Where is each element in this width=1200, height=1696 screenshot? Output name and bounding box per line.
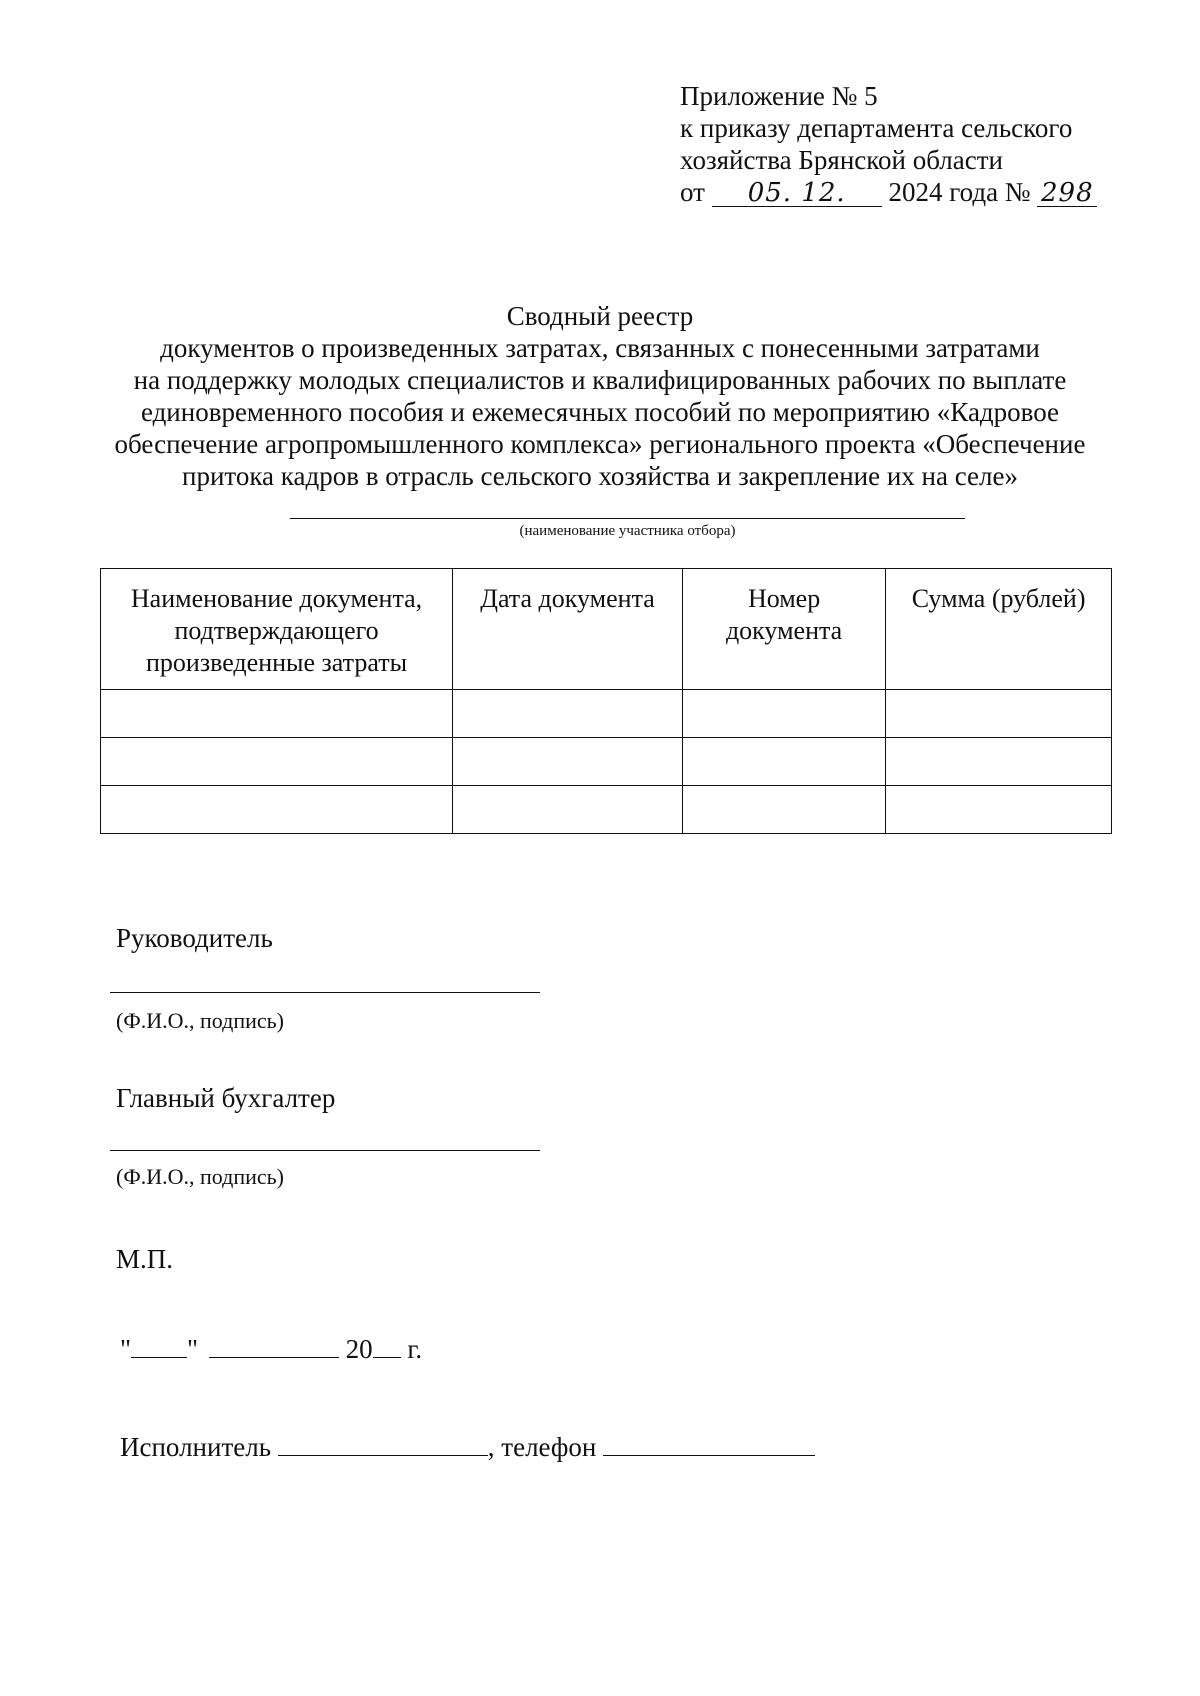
table-cell[interactable] xyxy=(682,738,885,786)
stamp-label: М.П. xyxy=(116,1244,174,1274)
table-row xyxy=(101,786,1112,834)
header-document-date: Дата документа xyxy=(453,569,683,690)
appendix-date-line xyxy=(680,176,1097,208)
table-cell[interactable] xyxy=(682,786,885,834)
accountant-signature-line[interactable] xyxy=(110,1150,540,1151)
title-line-1: Сводный реестр xyxy=(506,301,694,331)
accountant-label: Главный бухгалтер xyxy=(116,1083,336,1113)
table-cell[interactable] xyxy=(682,690,885,738)
title-line-4: единовременного пособия и ежемесячных пособий по мероприятию «Кадровое xyxy=(140,397,1060,427)
phone-label: , телефон xyxy=(487,1432,597,1462)
quote-close: " xyxy=(187,1334,199,1364)
head-label: Руководитель xyxy=(116,923,273,953)
table-cell[interactable] xyxy=(453,690,683,738)
table-cell[interactable] xyxy=(886,786,1112,834)
table-cell[interactable] xyxy=(101,690,453,738)
appendix-department-line: хозяйства Брянской области xyxy=(680,145,1003,175)
executor-name-blank[interactable] xyxy=(278,1433,488,1456)
table-cell[interactable] xyxy=(101,786,453,834)
appendix-title: Приложение № 5 xyxy=(680,81,878,111)
registry-table xyxy=(100,568,1112,834)
title-line-2: документов о произведенных затратах, связанных с понесенными затратами xyxy=(160,333,1040,363)
title-line-3: на поддержку молодых специалистов и квалифицированных рабочих по выплате xyxy=(133,365,1067,395)
participant-hint: (наименование участника отбора) xyxy=(519,523,736,539)
header-amount: Сумма (рублей) xyxy=(886,569,1112,690)
signing-date-line xyxy=(120,1334,422,1365)
executor-label: Исполнитель xyxy=(120,1432,272,1462)
title-line-5: обеспечение агропромышленного комплекса» регионального проекта «Обеспечение xyxy=(114,429,1086,459)
table-cell[interactable] xyxy=(101,738,453,786)
accountant-signature-hint: (Ф.И.О., подпись) xyxy=(116,1164,284,1189)
table-cell[interactable] xyxy=(886,690,1112,738)
header-document-name: Наименование документа, подтверждающего произведенные затраты xyxy=(101,569,453,690)
order-year-text: 2024 года № xyxy=(888,177,1031,207)
century-text: 20 xyxy=(345,1334,373,1364)
header-document-number: Номер документа xyxy=(682,569,885,690)
appendix-block xyxy=(680,80,1097,208)
title-line-6: притока кадров в отрасль сельского хозяйства и закрепление их на селе» xyxy=(182,461,1018,491)
head-signature-line[interactable] xyxy=(110,992,540,993)
executor-line xyxy=(120,1432,815,1463)
table-row xyxy=(101,738,1112,786)
participant-name-line[interactable] xyxy=(290,518,965,540)
appendix-order-line: к приказу департамента сельского xyxy=(680,113,1073,143)
table-header-row xyxy=(101,569,1112,690)
phone-blank[interactable] xyxy=(603,1433,815,1456)
year-blank[interactable] xyxy=(373,1335,401,1358)
table-cell[interactable] xyxy=(453,738,683,786)
head-signature-hint: (Ф.И.О., подпись) xyxy=(116,1008,284,1033)
day-blank[interactable] xyxy=(131,1335,187,1358)
year-suffix: г. xyxy=(407,1334,423,1364)
order-number-handwritten: 298 xyxy=(1037,180,1097,207)
date-prefix: от xyxy=(680,177,705,207)
month-blank[interactable] xyxy=(209,1335,339,1358)
table-row xyxy=(101,690,1112,738)
document-title xyxy=(100,300,1100,492)
order-date-handwritten: 05. 12. xyxy=(712,180,882,207)
quote-open: " xyxy=(120,1334,132,1364)
table-cell[interactable] xyxy=(886,738,1112,786)
table-cell[interactable] xyxy=(453,786,683,834)
